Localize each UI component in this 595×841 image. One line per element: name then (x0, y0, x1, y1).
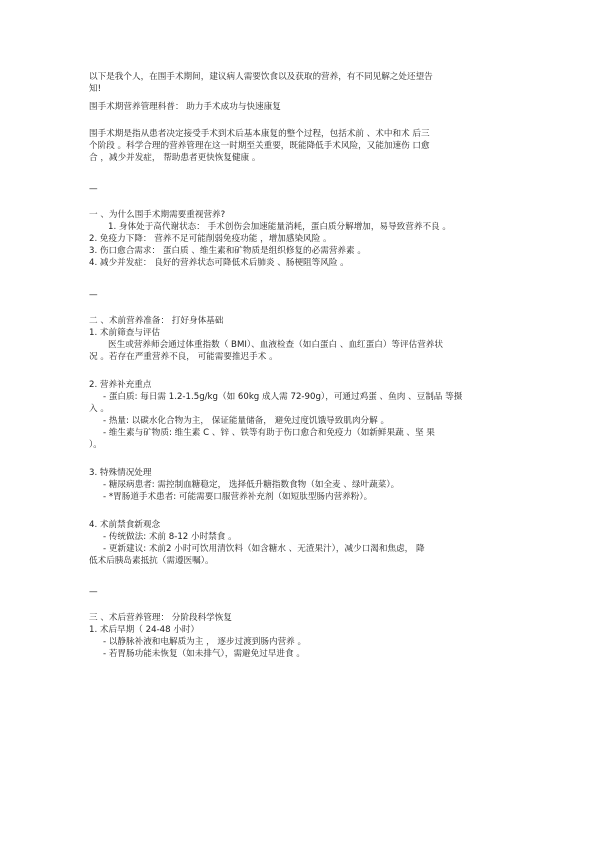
section2-heading: 二 、术前营养准备： 打好身体基础 (89, 316, 224, 326)
section1-item: 1. 身体处于高代谢状态： 手术创伤会加速能量消耗，蛋白质分解增加，易导致营养不良 。 (108, 222, 451, 232)
section2-sub4-line: - 更新建议: 术前2 小时可饮用清饮料（如含糖水 、无渣果汁），减少口渴和焦虑， 降 (103, 544, 425, 554)
section2-sub3-line: - 糖尿病患者: 需控制血糖稳定， 选择低升糖指数食物（如全麦 、绿叶蔬菜）。 (103, 480, 400, 490)
section2-sub2-line: - 蛋白质: 每日需 1.2-1.5g/kg（如 60kg 成人需 72-90g），可通过鸡蛋 、鱼肉 、豆制品 等摄 (103, 392, 463, 402)
section3-heading: 三 、术后营养管理： 分阶段科学恢复 (89, 613, 232, 623)
section-divider: — (89, 290, 98, 300)
section2-sub3-line: - *胃肠道手术患者: 可能需要口服营养补充剂（如短肽型肠内营养粉）。 (103, 492, 373, 502)
section2-sub1-line: 况 。若存在严重营养不良， 可能需要推迟手术 。 (89, 352, 278, 362)
intro-line: 知! (89, 84, 102, 94)
section2-sub4-line: 低术后胰岛素抵抗（需遵医嘱）。 (89, 556, 214, 566)
overview-line: 围手术期是指从患者决定接受手术到术后基本康复的整个过程，包括术前 、术中和术 后三 (89, 129, 430, 139)
section2-sub2-title: 2. 营养补充重点 (89, 380, 152, 390)
section2-sub1-title: 1. 术前筛查与评估 (89, 328, 161, 338)
section1-item: 4. 减少并发症： 良好的营养状态可降低术后肺炎 、肠梗阻等风险 。 (89, 258, 349, 268)
section2-sub1-line: 医生或营养师会通过体重指数（ BMI）、血液检查（如白蛋白 、血红蛋白）等评估营养状 (108, 340, 443, 350)
section3-sub1-title: 1. 术后早期（ 24-48 小时） (89, 625, 200, 635)
section2-sub4-line: - 传统做法: 术前 8-12 小时禁食 。 (103, 532, 237, 542)
section1-heading: 一 、为什么围手术期需要重视营养? (89, 210, 226, 220)
section1-item: 2. 免疫力下降： 营养不足可能削弱免疫功能 ，增加感染风险 。 (89, 234, 332, 244)
section2-sub2-line: - 维生素与矿物质: 维生素 C 、锌 、铁等有助于伤口愈合和免疫力（如新鲜果蔬 、坚 果 (103, 428, 435, 438)
section1-item: 3. 伤口愈合需求： 蛋白质 、维生素和矿物质是组织修复的必需营养素 。 (89, 246, 366, 256)
section3-sub1-line: - 以静脉补液和电解质为主 ， 逐步过渡到肠内营养 。 (103, 637, 307, 647)
overview-line: 合 ，减少并发症， 帮助患者更快恢复健康 。 (89, 153, 261, 163)
section2-sub2-line: 入 。 (89, 404, 109, 414)
document-title: 围手术期营养管理科普： 助力手术成功与快速康复 (89, 102, 281, 112)
section2-sub2-line: ）。 (89, 440, 102, 450)
intro-line: 以下是我个人，在围手术期间，建议病人需要饮食以及获取的营养，有不同见解之处还望告 (89, 72, 433, 82)
section2-sub2-line: - 热量: 以碳水化合物为主， 保证能量储备， 避免过度饥饿导致肌肉分解 。 (103, 416, 390, 426)
section-divider: — (89, 184, 98, 194)
section-divider: — (89, 587, 98, 597)
overview-line: 个阶段 。科学合理的营养管理在这一时期至关重要，既能降低手术风险，又能加速伤 口愈 (89, 141, 430, 151)
section3-sub1-line: - 若胃肠功能未恢复（如未排气），需避免过早进食 。 (103, 649, 305, 659)
section2-sub3-title: 3. 特殊情况处理 (89, 468, 152, 478)
section2-sub4-title: 4. 术前禁食新观念 (89, 520, 161, 530)
